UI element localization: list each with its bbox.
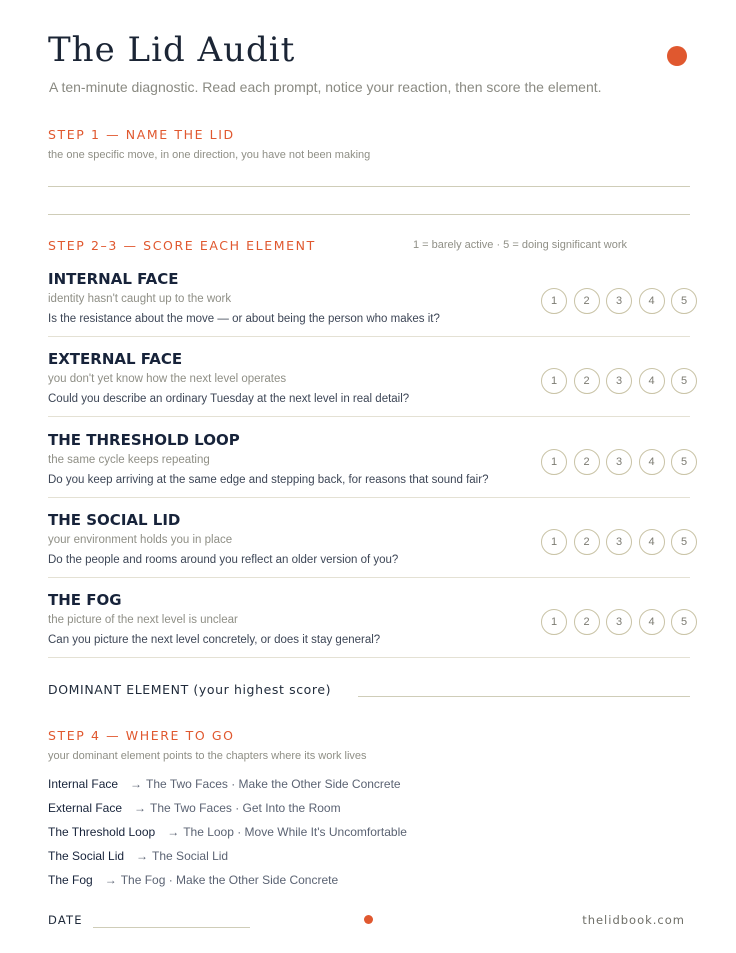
element-description: your environment holds you in place [48,533,233,546]
score-option-1[interactable]: 1 [541,368,567,394]
step4-hint: your dominant element points to the chapters where its work lives [48,750,367,762]
route-row [48,873,338,887]
element-divider [48,577,690,578]
score-options [541,529,697,555]
lid-answer-line-2[interactable] [48,214,690,215]
page-title: The Lid Audit [48,30,296,70]
element-question: Do the people and rooms around you reflect an older version of you? [48,553,399,566]
element-question: Can you picture the next level concretely, or does it stay general? [48,634,381,647]
score-option-5[interactable]: 5 [671,288,697,314]
score-option-4[interactable]: 4 [639,529,665,555]
element-divider [48,657,690,658]
element-name: EXTERNAL FACE [48,350,183,369]
element-description: the same cycle keeps repeating [48,453,210,466]
score-option-4[interactable]: 4 [639,609,665,635]
route-chapters: The Two Faces · Make the Other Side Concrete [146,777,401,791]
date-label: DATE [48,913,83,927]
route-element: Internal Face [48,777,119,791]
element-name: THE FOG [48,591,122,610]
score-options [541,368,697,394]
score-option-2[interactable]: 2 [574,449,600,475]
element-name: THE SOCIAL LID [48,510,181,529]
element-divider [48,336,690,337]
element-name: THE THRESHOLD LOOP [48,430,240,449]
step2-heading: STEP 2–3 — SCORE EACH ELEMENT [48,238,316,253]
route-element: The Threshold Loop [48,825,156,839]
score-option-5[interactable]: 5 [671,529,697,555]
website-text: thelidbook.com [582,913,685,927]
score-option-3[interactable]: 3 [606,529,632,555]
element-divider [48,416,690,417]
route-chapters: The Loop · Move While It's Uncomfortable [183,825,407,839]
arrow-right-icon: → [104,873,117,887]
score-option-4[interactable]: 4 [639,368,665,394]
score-option-5[interactable]: 5 [671,449,697,475]
route-chapters: The Social Lid [152,849,229,863]
element-divider [48,497,690,498]
page-subtitle: A ten-minute diagnostic. Read each prompt, notice your reaction, then score the element. [49,79,602,95]
route-row [48,825,407,839]
element-description: you don't yet know how the next level operates [48,373,287,386]
score-option-2[interactable]: 2 [574,529,600,555]
score-option-4[interactable]: 4 [639,288,665,314]
route-row [48,801,341,815]
element-question: Could you describe an ordinary Tuesday at the next level in real detail? [48,393,410,406]
score-option-2[interactable]: 2 [574,288,600,314]
route-row [48,777,401,791]
route-chapters: The Two Faces · Get Into the Room [150,801,341,815]
footer-dot [364,915,373,924]
dominant-element-line[interactable] [358,696,690,697]
arrow-right-icon: → [136,849,149,863]
route-element: The Social Lid [48,849,125,863]
arrow-right-icon: → [134,801,147,815]
arrow-right-icon: → [130,777,143,791]
step1-heading: STEP 1 — NAME THE LID [48,127,235,142]
score-option-4[interactable]: 4 [639,449,665,475]
dominant-element-label: DOMINANT ELEMENT (your highest score) [48,682,332,697]
route-element: External Face [48,801,123,815]
element-question: Do you keep arriving at the same edge and stepping back, for reasons that sound fair? [48,473,489,486]
score-option-3[interactable]: 3 [606,368,632,394]
score-options [541,609,697,635]
score-option-5[interactable]: 5 [671,368,697,394]
score-option-1[interactable]: 1 [541,288,567,314]
score-option-3[interactable]: 3 [606,609,632,635]
accent-dot [667,46,687,66]
score-option-1[interactable]: 1 [541,609,567,635]
score-option-2[interactable]: 2 [574,609,600,635]
route-element: The Fog [48,873,93,887]
element-name: INTERNAL FACE [48,270,179,288]
score-option-3[interactable]: 3 [606,449,632,475]
score-option-5[interactable]: 5 [671,609,697,635]
step1-hint: the one specific move, in one direction, you have not been making [48,149,371,161]
date-line[interactable] [93,927,250,928]
lid-answer-line-1[interactable] [48,186,690,187]
route-row [48,849,228,863]
score-option-3[interactable]: 3 [606,288,632,314]
scale-note: 1 = barely active · 5 = doing significant work [413,239,628,251]
score-option-1[interactable]: 1 [541,449,567,475]
element-question: Is the resistance about the move — or about being the person who makes it? [48,313,440,325]
element-description: identity hasn't caught up to the work [48,293,232,305]
score-option-1[interactable]: 1 [541,529,567,555]
score-options [541,288,697,314]
score-option-2[interactable]: 2 [574,368,600,394]
route-chapters: The Fog · Make the Other Side Concrete [120,873,339,887]
element-description: the picture of the next level is unclear [48,614,238,627]
step4-heading: STEP 4 — WHERE TO GO [48,728,235,743]
score-options [541,449,697,475]
arrow-right-icon: → [167,825,180,839]
